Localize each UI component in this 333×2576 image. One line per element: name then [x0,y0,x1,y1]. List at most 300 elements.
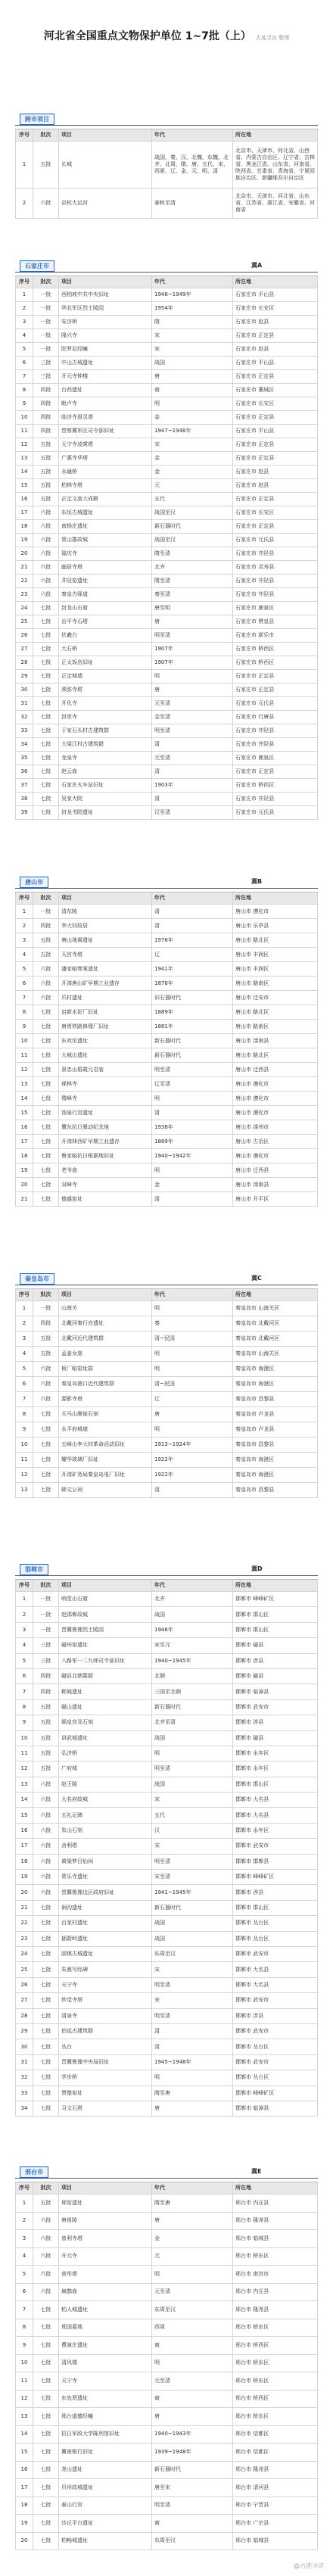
cell-era: 宋至元 [152,1638,233,1652]
cell-batch: 七批 [33,1916,59,1930]
cell-name: 柏畅城遗址 [59,2533,152,2550]
table-row [15,1149,318,1163]
cell-no: 29 [15,2024,33,2039]
cell-era: 1878年 [152,977,233,990]
cell-no: 4 [15,1347,33,1361]
table-row [15,1438,318,1453]
cell-batch: 四批 [33,384,59,397]
cell-era: 春秋至清 [152,188,233,218]
cell-loc: 邢台市 桥东区 [233,2372,318,2390]
cell-batch: 六批 [33,1855,59,1869]
cell-name: 柏林寺塔 [59,479,152,492]
title-note: 古迹寻访 整理 [255,35,290,41]
cell-no: 34 [15,738,33,751]
cell-no: 16 [15,1824,33,1838]
cell-batch: 七批 [33,1438,59,1452]
cell-batch: 五批 [33,1700,59,1715]
cell-no: 20 [15,1885,33,1899]
cell-no: 16 [15,1120,33,1134]
cell-name: 台西遗址 [59,384,152,397]
table-row [15,1192,318,1207]
cell-era: 金至清 [152,711,233,724]
section-title: 跨市项目 [20,114,54,125]
table-row [15,2039,318,2054]
cell-batch: 四批 [33,1669,59,1684]
table-row [15,1731,318,1746]
cell-name: 大梁江村古建筑群 [59,738,152,751]
cell-batch: 七批 [33,1407,59,1422]
cell-no: 6 [15,977,33,990]
cell-no: 30 [15,2039,33,2054]
cell-loc: 秦皇岛市 昌黎县 [233,1392,318,1406]
cell-era: 金 [152,452,233,465]
table-row [15,779,318,793]
cell-batch: 六批 [33,1824,59,1838]
cell-batch: 七批 [33,2039,59,2054]
relic-table [15,2182,318,2550]
table-row [15,684,318,697]
cell-loc: 石家庄市 元氏县 [233,806,318,819]
table-row [15,1885,318,1900]
cell-loc: 邯郸市 武安市 [233,1947,318,1961]
cell-batch: 六批 [33,1377,59,1391]
cell-no: 10 [15,1034,33,1048]
cell-loc: 石家庄市 赵县 [233,316,318,329]
cell-no: 19 [15,1163,33,1177]
cell-name: 贝州故城遗址 [59,2479,152,2497]
cell-name: 天宁寺 [59,1978,152,1992]
cell-name: 汤泉行宫遗址 [59,1106,152,1120]
table-row [15,302,318,316]
section-title: 石家庄市 [20,260,54,272]
table-row [15,2194,318,2213]
cell-name: 秦皇岛港口近代建筑群 [59,1377,152,1391]
cell-no: 3 [15,316,33,329]
cell-no: 15 [15,1808,33,1822]
cell-era: 1941~1945年 [152,1885,233,1899]
cell-batch: 六批 [33,2230,59,2247]
table-row [15,2301,318,2319]
table-row [15,2337,318,2355]
cell-batch: 六批 [33,1793,59,1807]
table-row [15,2479,318,2497]
cell-era: 新石器时代 [152,520,233,533]
cell-no: 2 [15,1316,33,1331]
cell-loc: 北京市、天津市、河北省、山西省、内蒙古自治区、辽宁省、吉林省、黑龙江省、山东省、河南省、陕西省、甘肃省、青海省、宁夏回族自治区、新疆维吾尔自治区 [233,142,318,188]
city-section [15,1272,318,1498]
cell-batch: 六批 [33,534,59,547]
cell-no: 9 [15,1020,33,1033]
cell-no: 4 [15,329,33,342]
cell-batch: 六批 [33,1777,59,1792]
cell-loc: 唐山市 路北区 [233,933,318,947]
cell-no: 25 [15,1962,33,1976]
column-header-no: 序号 [15,2182,33,2194]
cell-batch: 三批 [33,1654,59,1668]
cell-no: 7 [15,1684,33,1699]
section-title: 邢台市 [20,2166,48,2178]
cell-no: 38 [15,793,33,805]
cell-name: 封龙书院遗址 [59,806,152,819]
cell-loc: 唐山市 路南区 [233,1020,318,1033]
cell-no: 24 [15,1947,33,1961]
plate-code: 冀C [251,1275,262,1282]
cell-era: 北齐 [152,561,233,574]
column-header-era: 年代 [152,1580,233,1591]
cell-name: 清东陵 [59,905,152,918]
table-row [15,1962,318,1977]
cell-loc: 石家庄市 正定县 [233,493,318,506]
table-row [15,2391,318,2409]
cell-name: 开化寺 [59,697,152,710]
table-row [15,188,318,219]
cell-era: 清 [152,905,233,918]
column-header-batch: 批次 [33,892,59,904]
cell-era: 清 [152,2024,233,2039]
cell-loc: 石家庄市 行唐县 [233,711,318,724]
cell-no: 4 [15,1638,33,1652]
cell-name: 北戴河秦行宫遗址 [59,1316,152,1331]
table-row [15,2426,318,2444]
cell-era: 宋 [152,1793,233,1807]
cell-batch: 一批 [33,1301,59,1316]
cell-era: 明 [152,1163,233,1177]
cell-loc: 石家庄市 长安区 [233,302,318,315]
cell-loc: 邯郸市 临漳县 [233,2101,318,2116]
cell-no: 11 [15,2372,33,2390]
table-row [15,2319,318,2338]
cell-name: 开滦矿务局秦皇岛电厂旧址 [59,1468,152,1482]
cell-era: 商 [152,2515,233,2532]
cell-loc: 石家庄市 赵县 [233,479,318,492]
cell-loc: 唐山市 遵化市 [233,1149,318,1163]
cell-batch: 七批 [33,765,59,778]
table-row [15,2070,318,2085]
table-row [15,752,318,765]
cell-era: 三国至北朝 [152,1684,233,1699]
cell-era: 北齐 [152,1592,233,1606]
cell-era: 元至清 [152,697,233,710]
cell-era: 1947~1948年 [152,425,233,438]
cell-batch: 七批 [33,1149,59,1163]
cell-loc: 石家庄市 正定县 [233,452,318,465]
cell-batch: 七批 [33,697,59,710]
cell-batch: 七批 [33,2391,59,2408]
cell-batch: 五批 [33,438,59,451]
cell-era: 东周至汉 [152,2533,233,2550]
cell-no: 15 [15,1106,33,1120]
cell-batch: 五批 [33,493,59,506]
cell-batch: 四批 [33,411,59,424]
cell-era: 明至清 [152,2009,233,2023]
table-row [15,1623,318,1638]
cell-name: 石家庄火车站旧址 [59,779,152,792]
cell-no: 5 [15,1654,33,1668]
cell-no: 3 [15,2230,33,2247]
cell-no: 6 [15,1669,33,1684]
cell-no: 36 [15,765,33,778]
table-row [15,1005,318,1020]
cell-era: 宋至清 [152,1870,233,1884]
column-header-era: 年代 [152,2182,233,2194]
table-row [15,493,318,506]
cell-era: 清 [152,793,233,805]
cell-loc: 邢台市 内丘县 [233,2284,318,2301]
cell-name: 中山古城遗址 [59,357,152,369]
cell-loc: 唐山市 丰润区 [233,962,318,976]
cell-loc: 石家庄市 井陉县 [233,547,318,560]
cell-era: 明至清 [152,724,233,737]
cell-name: 习文石塔 [59,2101,152,2116]
cell-name: 大石桥 [59,643,152,656]
cell-era: 清 [152,765,233,778]
cell-loc: 石家庄市 元氏县 [233,534,318,547]
cell-no: 1 [15,905,33,918]
table-row [15,919,318,933]
table-row [15,2497,318,2515]
table-row [15,1947,318,1962]
cell-name: 普利寺塔 [59,2230,152,2247]
cell-no: 3 [15,1332,33,1346]
table-row [15,1761,318,1777]
cell-no: 28 [15,656,33,669]
table-row [15,2086,318,2101]
cell-no: 31 [15,697,33,710]
cell-era: 1948~1949年 [152,288,233,301]
cell-no: 4 [15,2248,33,2266]
section-title: 唐山市 [20,877,48,888]
cell-batch: 七批 [33,1005,59,1019]
column-header-no: 序号 [15,1289,33,1300]
cell-loc: 邯郸市 临漳县 [233,1684,318,1699]
cell-no: 2 [15,302,33,315]
city-section [15,1562,318,2117]
cell-no: 6 [15,2284,33,2301]
cell-batch: 七批 [33,1020,59,1033]
cell-no: 11 [15,1048,33,1062]
cell-loc: 邯郸市 峰峰矿区 [233,1592,318,1606]
cell-era: 明 [152,2266,233,2283]
cell-name: 隆兴寺 [59,329,152,342]
cell-era: 隋至清 [152,575,233,587]
cell-name: 常山郡故城 [59,534,152,547]
cell-era: 唐 [152,2213,233,2230]
cell-batch: 七批 [33,2479,59,2497]
cell-era: 1939~1948年 [152,2444,233,2461]
cell-no: 7 [15,991,33,1005]
cell-loc: 唐山市 遵化市 [233,905,318,918]
section-header [15,112,318,126]
table-row [15,2230,318,2248]
cell-no: 31 [15,2055,33,2070]
table-row [15,2372,318,2391]
cell-batch: 七批 [33,2444,59,2461]
cell-loc: 邯郸市 大名县 [233,1978,318,1992]
cell-loc: 邢台市 隆尧县 [233,2213,318,2230]
column-header-batch: 批次 [33,2182,59,2194]
cell-loc: 邢台市 桥东区 [233,2408,318,2425]
table-row [15,1077,318,1092]
column-header-loc: 所在地 [233,892,318,904]
cell-era: 1946年 [152,1623,233,1637]
cell-no: 26 [15,1978,33,1992]
cell-loc: 石家庄市 正定县 [233,329,318,342]
section-header [15,875,318,889]
cell-no: 20 [15,2533,33,2550]
cell-batch: 七批 [33,684,59,696]
cell-batch: 七批 [33,2408,59,2425]
cell-loc: 秦皇岛市 昌黎县 [233,1438,318,1452]
cell-era: 清 [152,1483,233,1497]
table-row [15,977,318,991]
column-header-era: 年代 [152,276,233,288]
cell-name: 吴家大院 [59,793,152,805]
cell-name: 禅林寺 [59,1077,152,1091]
cell-era: 1889年 [152,1005,233,1019]
table-row [15,2462,318,2480]
cell-era: 明 [152,1347,233,1361]
cell-name: 景忠山碧霞元君庙 [59,1063,152,1076]
cell-loc: 邯郸市 磁县 [233,1638,318,1652]
cell-no: 13 [15,1483,33,1497]
column-header-name: 项目 [59,892,152,904]
table-row [15,1607,318,1622]
cell-era: 新石器时代 [152,1901,233,1915]
table-row [15,2408,318,2426]
cell-loc: 石家庄市 元氏县 [233,697,318,710]
cell-era: 隋至唐 [152,2194,233,2212]
cell-name: 五峰山李大钊革命活动旧址 [59,1438,152,1452]
cell-era: 唐 [152,1407,233,1422]
plate-code: 冀B [251,878,263,885]
cell-batch: 七批 [33,1422,59,1437]
cell-name: 治平寺石塔 [59,615,152,628]
table-row [15,1468,318,1483]
cell-name: 尧山遗址 [59,2462,152,2479]
cell-no: 16 [15,493,33,506]
cell-era: 金 [152,411,233,424]
cell-era: 明 [152,1422,233,1437]
relic-table [15,892,318,1207]
table-row [15,670,318,684]
cell-era: 唐 [152,615,233,628]
cell-loc: 秦皇岛市 山海关区 [233,1301,318,1316]
cell-name: 八路军一二九师司令部旧址 [59,1654,152,1668]
table-row [15,520,318,534]
cell-name: 舍利塔 [59,1839,152,1853]
cell-batch: 七批 [33,1120,59,1134]
table-row [15,1684,318,1699]
column-header-name: 项目 [59,276,152,288]
table-row [15,1048,318,1063]
table-row [15,991,318,1005]
cell-loc: 石家庄市 长安区 [233,397,318,410]
cell-batch: 七批 [33,670,59,683]
cell-no: 9 [15,1422,33,1437]
cell-no: 1 [15,1592,33,1606]
table-row [15,575,318,588]
cell-name: 邺城遗址 [59,1684,152,1699]
cell-name: 唐祖陵 [59,2213,152,2230]
cell-batch: 一批 [33,905,59,918]
cell-batch: 一批 [33,1607,59,1621]
cell-batch: 七批 [33,1453,59,1467]
table-row [15,1332,318,1347]
cell-name: 德盛窑址 [59,1192,152,1206]
cell-batch: 七批 [33,2533,59,2550]
cell-loc: 石家庄市 桥西区 [233,656,318,669]
table-row [15,1669,318,1684]
table-row [15,1700,318,1715]
cell-name: 伏羲台 [59,629,152,642]
table-row [15,1407,318,1422]
cell-name: 天宁寺 [59,2372,152,2390]
table-row [15,1301,318,1316]
table-row [15,1106,318,1120]
table-row [15,1777,318,1793]
cell-batch: 三批 [33,1638,59,1652]
column-header-batch: 批次 [33,1289,59,1300]
table-row [15,724,318,738]
cell-name: 封崇寺 [59,711,152,724]
cell-batch: 七批 [33,1901,59,1915]
cell-batch: 七批 [33,1163,59,1177]
cell-batch: 一批 [33,288,59,301]
cell-era: 新石器时代 [152,1700,233,1715]
cell-name: 正定城墙 [59,670,152,683]
cell-batch: 七批 [33,779,59,792]
cell-loc: 唐山市 乐亭县 [233,919,318,933]
cell-batch: 六批 [33,2284,59,2301]
cell-loc: 邯郸市 武安市 [233,2055,318,2070]
cell-era: 唐 [152,2408,233,2425]
cell-name: 插箭岭遗址 [59,1932,152,1946]
cell-loc: 邯郸市 丛台区 [233,1932,318,1946]
cell-loc: 邢台市 信都区 [233,2444,318,2461]
table-row [15,933,318,948]
cell-batch: 七批 [33,1962,59,1976]
cell-no: 12 [15,1468,33,1482]
cell-era: 战国 [152,1607,233,1621]
table-row [15,1483,318,1498]
cell-loc: 石家庄市 桥西区 [233,643,318,656]
cell-name: 爪村遗址 [59,991,152,1005]
cell-name: 大城山遗址 [59,1048,152,1062]
cell-name: 幽居寺塔 [59,561,152,574]
cell-loc: 邯郸市 涉县 [233,1885,318,1899]
cell-loc: 邢台市 隆尧县 [233,2462,318,2479]
cell-no: 21 [15,1901,33,1915]
cell-batch: 六批 [33,1808,59,1822]
table-row [15,1824,318,1839]
table-row [15,357,318,370]
cell-loc: 邢台市 宁晋县 [233,2497,318,2515]
cell-loc: 邯郸市 峰峰矿区 [233,1870,318,1884]
table-row [15,547,318,561]
cell-name: 邢国墓地 [59,2319,152,2337]
section-header [15,259,318,273]
table-row [15,2266,318,2284]
column-header-batch: 批次 [33,276,59,288]
cell-batch: 一批 [33,302,59,315]
cell-era: 东周至汉 [152,1947,233,1961]
cell-era: 战国、秦、汉、北魏、东魏、北齐、北周、隋、唐、五代、宋、西夏、辽、金、元、明、清 [152,142,233,188]
table-row [15,506,318,520]
cell-era: 隋至清 [152,547,233,560]
table-row [15,1746,318,1761]
column-header-no: 序号 [15,276,33,288]
cell-no: 8 [15,1407,33,1422]
